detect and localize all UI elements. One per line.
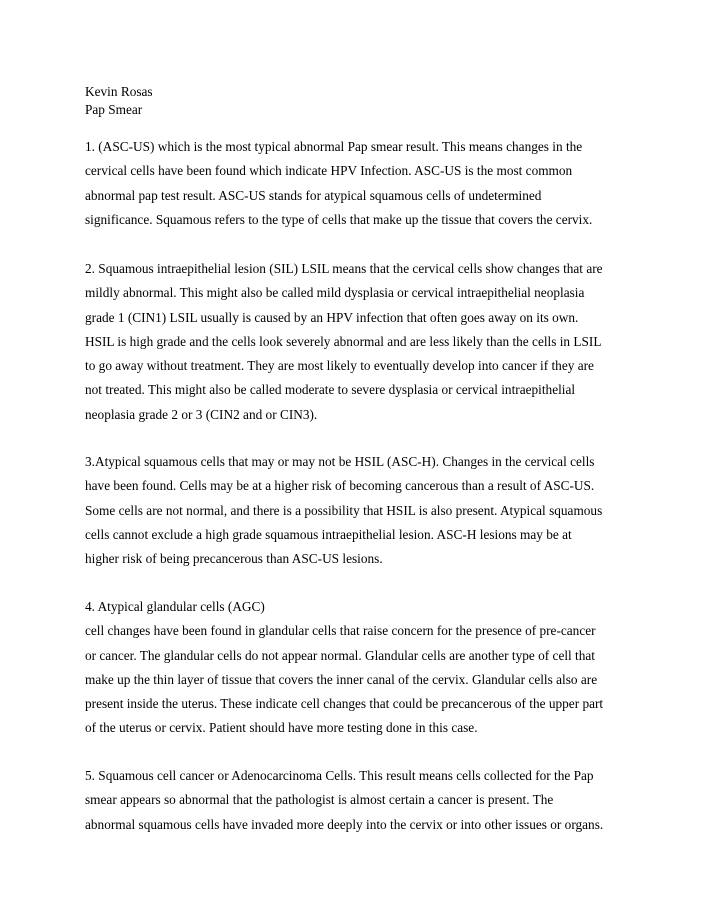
document-header bbox=[85, 83, 153, 119]
text-line: smear appears so abnormal that the pathologist is almost certain a cancer is present. The bbox=[85, 792, 554, 808]
text-line: have been found. Cells may be at a higher risk of becoming cancerous than a result of ASC-US. bbox=[85, 478, 595, 494]
text-line: cervical cells have been found which indicate HPV Infection. ASC-US is the most common bbox=[85, 163, 573, 179]
text-line: abnormal squamous cells have invaded more deeply into the cervix or into other issues or organs. bbox=[85, 816, 604, 832]
text-line: or cancer. The glandular cells do not appear normal. Glandular cells are another type of cell that bbox=[85, 647, 595, 663]
paragraph-3 bbox=[85, 450, 645, 571]
text-line: abnormal pap test result. ASC-US stands for atypical squamous cells of undetermined bbox=[85, 187, 542, 203]
text-line: to go away without treatment. They are most likely to eventually develop into cancer if they are bbox=[85, 358, 594, 374]
document-title: Pap Smear bbox=[85, 102, 143, 117]
text-line: 5. Squamous cell cancer or Adenocarcinoma Cells. This result means cells collected for the Pap bbox=[85, 768, 594, 783]
paragraph-1 bbox=[85, 135, 645, 232]
text-line: Some cells are not normal, and there is a possibility that HSIL is also present. Atypical squamous bbox=[85, 502, 603, 518]
text-line: 2. Squamous intraepithelial lesion (SIL) LSIL means that the cervical cells show changes that are bbox=[85, 261, 603, 276]
text-line: mildly abnormal. This might also be called mild dysplasia or cervical intraepithelial neoplasia bbox=[85, 285, 585, 301]
text-line: of the uterus or cervix. Patient should have more testing done in this case. bbox=[85, 720, 478, 736]
text-line: make up the thin layer of tissue that covers the inner canal of the cervix. Glandular cells also are bbox=[85, 671, 598, 687]
text-line: cells cannot exclude a high grade squamous intraepithelial lesion. ASC-H lesions may be at bbox=[85, 526, 572, 542]
text-line: 1. (ASC-US) which is the most typical abnormal Pap smear result. This means changes in the bbox=[85, 139, 583, 154]
paragraph-4 bbox=[85, 595, 645, 741]
text-line: not treated. This might also be called moderate to severe dysplasia or cervical intraepithelial bbox=[85, 382, 576, 398]
paragraph-2 bbox=[85, 257, 645, 427]
text-line: significance. Squamous refers to the type of cells that make up the tissue that covers the cervix. bbox=[85, 211, 593, 227]
author-name: Kevin Rosas bbox=[85, 84, 153, 99]
text-line: 4. Atypical glandular cells (AGC) bbox=[85, 599, 265, 614]
text-line: HSIL is high grade and the cells look severely abnormal and are less likely than the cells in LSIL bbox=[85, 333, 602, 349]
text-line: higher risk of being precancerous than ASC-US lesions. bbox=[85, 551, 383, 567]
text-line: neoplasia grade 2 or 3 (CIN2 and or CIN3). bbox=[85, 406, 318, 422]
text-line: 3.Atypical squamous cells that may or may not be HSIL (ASC-H). Changes in the cervical cells bbox=[85, 454, 595, 469]
paragraph-5 bbox=[85, 764, 645, 837]
text-line: present inside the uterus. These indicate cell changes that could be precancerous of the upper part bbox=[85, 696, 604, 712]
text-line: cell changes have been found in glandular cells that raise concern for the presence of pre-cancer bbox=[85, 623, 596, 639]
text-line: grade 1 (CIN1) LSIL usually is caused by an HPV infection that often goes away on its own. bbox=[85, 309, 579, 325]
